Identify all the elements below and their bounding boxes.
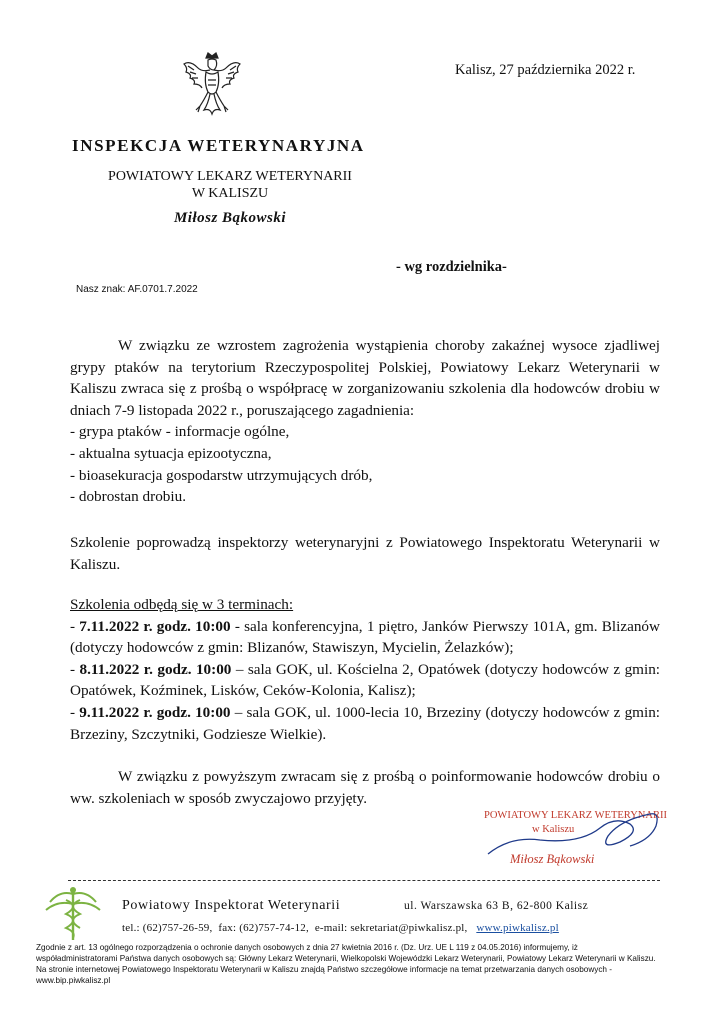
stamp-line-1: POWIATOWY LEKARZ WETERYNARII <box>484 810 667 821</box>
trainers-block <box>70 532 660 575</box>
stamp-signer: Miłosz Bąkowski <box>510 852 595 866</box>
polish-eagle-emblem <box>180 50 244 120</box>
footer-website-link[interactable]: www.piwkalisz.pl <box>476 922 559 934</box>
session-location: - sala konferencyjna, 1 piętro, Janków Pierwszy 101A, gm. Blizanów (dotyczy hodowców z gmin: Blizanów, Stawiszyn, Mycielin, Żelazków); <box>70 617 660 657</box>
footer-contact <box>122 922 559 934</box>
trainers-paragraph: Szkolenie poprowadzą inspektorzy weterynaryjni z Powiatowego Inspektoratu Weterynarii w Kaliszu. <box>70 534 660 573</box>
reference-number: Nasz znak: AF.0701.7.2022 <box>76 284 198 295</box>
footer-institution: Powiatowy Inspektorat Weterynarii <box>122 898 341 913</box>
session-location: – sala GOK, ul. Kościelna 2, Opatówek (dotyczy hodowców z gmin: Opatówek, Koźminek, Lisków, Ceków-Kolonia, Kalisz); <box>70 660 661 700</box>
session-item: - 9.11.2022 r. godz. 10:00 – sala GOK, ul. 1000-lecia 10, Brzeziny (dotyczy hodowców z gmin: Brzeziny, Szczytniki, Godziesze Wielkie). <box>70 703 661 743</box>
intro-paragraph: W związku ze wzrostem zagrożenia wystąpienia choroby zakaźnej wysoce zjadliwej grypy ptaków na terytorium Rzeczypospolitej Polskiej, Powiatowy Lekarz Weterynarii w Kaliszu zwraca się z prośbą o współpracę w zorganizowaniu szkolenia dla hodowców drobiu w dniach 7-9 listopada 2022 r., poruszającego zagadnienia: <box>70 337 660 419</box>
recipients-line: - wg rozdzielnika- <box>396 259 507 275</box>
letter-body <box>70 335 660 508</box>
topic-item: - bioasekuracja gospodarstw utrzymujących drób, <box>70 466 373 484</box>
letter-date: Kalisz, 27 października 2022 r. <box>455 62 636 78</box>
sessions-heading <box>70 594 660 616</box>
office-line-1: POWIATOWY LEKARZ WETERYNARII <box>108 169 352 184</box>
topic-list <box>70 421 660 507</box>
office-line-2: W KALISZU <box>191 186 269 201</box>
closing-paragraph: W związku z powyższym zwracam się z prośbą o poinformowanie hodowców drobiu o ww. szkoleniach w sposób zwyczajowo przyjęty. <box>70 768 660 807</box>
veterinary-caduceus-logo <box>42 884 104 942</box>
sessions-block <box>70 594 660 745</box>
footer-divider <box>68 880 660 881</box>
footer-address: ul. Warszawska 63 B, 62-800 Kalisz <box>404 900 589 912</box>
session-datetime: 7.11.2022 r. godz. 10:00 <box>79 617 231 635</box>
office-name <box>95 168 365 202</box>
footer-fax: fax: (62)757-74-12, <box>218 922 309 934</box>
topic-item: - grypa ptaków - informacje ogólne, <box>70 423 290 441</box>
session-item: - 7.11.2022 r. godz. 10:00 - sala konferencyjna, 1 piętro, Janków Pierwszy 101A, gm. Blizanów (dotyczy hodowców z gmin: Blizanów, Stawiszyn, Mycielin, Żelazków); <box>70 617 660 657</box>
session-location: – sala GOK, ul. 1000-lecia 10, Brzeziny (dotyczy hodowców z gmin: Brzeziny, Szczytniki, Godziesze Wielkie). <box>70 703 661 743</box>
officer-name: Miłosz Bąkowski <box>173 210 287 226</box>
sessions-heading-text: Szkolenia odbędą się w 3 terminach: <box>70 596 294 613</box>
topic-item: - aktualna sytuacja epizootyczna, <box>70 444 272 462</box>
institution-heading: INSPEKCJA WETERYNARYJNA <box>72 136 365 155</box>
signature-stamp <box>480 806 670 876</box>
stamp-line-2: w Kaliszu <box>532 824 575 835</box>
closing-block <box>70 766 660 809</box>
footer-phone: tel.: (62)757-26-59, <box>122 922 213 934</box>
footer-email[interactable]: e-mail: sekretariat@piwkalisz.pl, <box>314 922 468 934</box>
session-datetime: 8.11.2022 r. godz. 10:00 <box>79 660 232 678</box>
gdpr-notice: Zgodnie z art. 13 ogólnego rozporządzenia o ochronie danych osobowych z dnia 27 kwietnia 2016 r. (Dz. Urz. UE L 119 z 04.05.2016) informujemy, iż współadministratorami Państwa danych osobowych są: Główny Lekarz Weterynarii, Wielkopolski Wojewódzki Lekarz Weterynarii, Powiatowy Lekarz Weterynarii w Kaliszu. Na stronie internetowej Powiatowego Inspektoratu Weterynarii w Kaliszu znajdą Państwo szczegółowe informacje na temat przetwarzania danych osobowych - www.bip.piwkalisz.pl <box>36 943 656 985</box>
session-datetime: 9.11.2022 r. godz. 10:00 <box>79 703 231 721</box>
topic-item: - dobrostan drobiu. <box>70 488 186 506</box>
session-item: - 8.11.2022 r. godz. 10:00 – sala GOK, ul. Kościelna 2, Opatówek (dotyczy hodowców z gmin: Opatówek, Koźminek, Lisków, Ceków-Kolonia, Kalisz); <box>70 660 661 700</box>
